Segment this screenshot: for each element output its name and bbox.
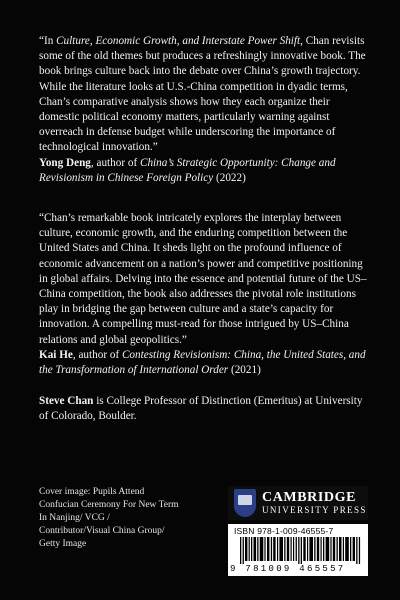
endorser-name: Yong Deng <box>39 156 91 169</box>
publisher-logo <box>228 486 368 520</box>
endorser-book: Contesting Revisionism: China, the United States, and the Transformation of International Order <box>39 348 366 377</box>
blurb-attribution <box>39 156 369 186</box>
quote-text: “Chan’s remarkable book intricately explores the interplay between culture, economic growth, and the enduring competition between the United States and China. It sheds light on the profound influence of economic advancement on a nation’s power and competitive positioning in global affairs. Delving into the essence and potential future of the US–China competition, the book also addresses the pivotal role institutions play in bridging the gap between culture and a state’s capacity for innovation. A compelling must-read for those intrigued by US–China relations and global geopolitics.” <box>39 212 367 346</box>
attribution-text: , author of <box>72 348 122 361</box>
cambridge-crest-icon <box>234 489 256 517</box>
publisher-subtitle: UNIVERSITY PRESS <box>262 505 367 515</box>
barcode-number: 9 781009 465557 <box>230 564 346 574</box>
isbn-label: ISBN 978-1-009-46555-7 <box>234 526 334 536</box>
publisher-name: CAMBRIDGE <box>262 490 357 505</box>
barcode <box>228 524 368 576</box>
author-name: Steve Chan <box>39 395 94 408</box>
blurb-yong-deng <box>39 34 369 156</box>
endorser-book: China’s Strategic Opportunity: Change and Revisionism in Chinese Foreign Policy <box>39 156 336 184</box>
endorser-year: (2022) <box>213 171 246 184</box>
bio-text: is College Professor of Distinction (Emeritus) at University of Colorado, Boulder. <box>39 395 363 423</box>
publisher-block <box>228 486 368 572</box>
endorser-year: (2021) <box>228 364 261 377</box>
cover-image-credit: Cover image: Pupils Attend Confucian Ceremony For New Term In Nanjing/ VCG / Contributor/Visual China Group/ Getty Image <box>39 487 179 549</box>
barcode-bars-icon <box>240 537 362 564</box>
endorser-name: Kai He <box>39 348 73 361</box>
quote-text: , Chan revisits some of the old themes but produces a refreshingly innovative book. The book brings culture back into the debate over China’s growth trajectory. While the literature looks at U.S.-China competition in dyadic terms, Chan’s comparative analysis shows how they each organize their domestic political economy matters, particularly warning against overreach in defense budget while underscoring the importance of technological innovation.” <box>39 35 366 154</box>
author-bio <box>39 394 369 424</box>
spacer <box>39 186 369 211</box>
endorsements <box>39 34 369 425</box>
attribution-text: , author of <box>90 156 140 169</box>
quote-text: “In <box>39 35 57 47</box>
blurb-attribution <box>39 348 369 378</box>
book-title: Culture, Economic Growth, and Interstate Power Shift <box>56 35 301 47</box>
blurb-kai-he <box>39 211 369 348</box>
